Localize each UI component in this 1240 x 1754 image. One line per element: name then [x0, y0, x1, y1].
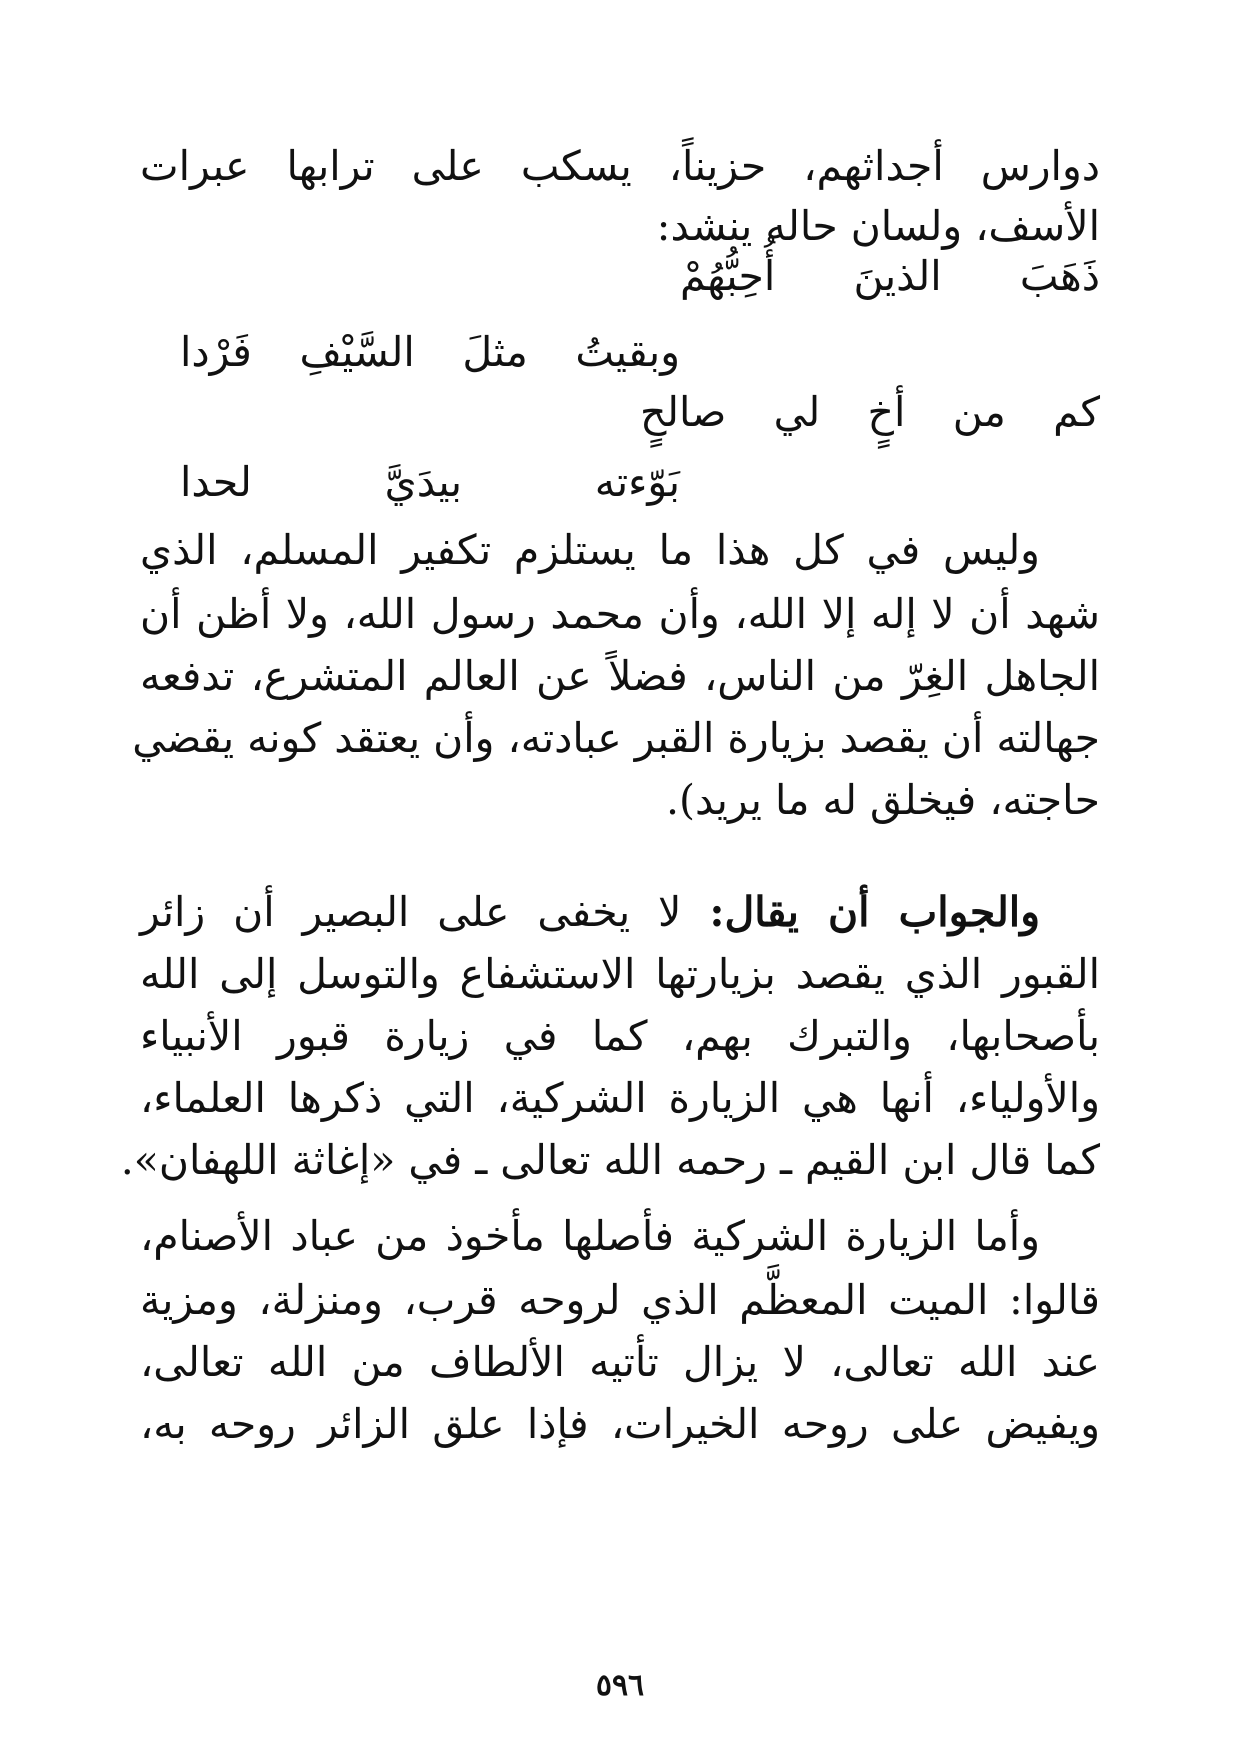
text-line: الأسف، ولسان حاله ينشد:: [656, 202, 1100, 250]
text-line: وأما الزيارة الشركية فأصلها مأخوذ من عباد الأصنام،: [140, 1212, 1040, 1260]
text-line: عند الله تعالى، لا يزال تأتيه الألطاف من الله تعالى،: [140, 1338, 1100, 1386]
text-line: ويفيض على روحه الخيرات، فإذا علق الزائر روحه به،: [140, 1400, 1100, 1448]
text-line: قالوا: الميت المعظَّم الذي لروحه قرب، ومنزلة، ومزية: [140, 1276, 1100, 1324]
poem-hemistich: ذَهَبَ الذينَ أُحِبُّهُمْ: [680, 252, 1100, 300]
text-line: شهد أن لا إله إلا الله، وأن محمد رسول الله، ولا أظن أن: [140, 590, 1100, 638]
answer-line-rest: لا يخفى على البصير أن زائر: [140, 888, 682, 936]
poem-hemistich: بَوّءته بيدَيَّ لحدا: [180, 458, 680, 506]
text-line: الجاهل الغِرّ من الناس، فضلاً عن العالم المتشرع، تدفعه: [140, 652, 1100, 700]
text-line: دوارس أجداثهم، حزيناً، يسكب على ترابها عبرات: [140, 142, 1100, 190]
text-line: القبور الذي يقصد بزيارتها الاستشفاع والتوسل إلى الله: [140, 950, 1100, 998]
text-line: وليس في كل هذا ما يستلزم تكفير المسلم، الذي: [140, 526, 1040, 574]
text-line: بأصحابها، والتبرك بهم، كما في زيارة قبور الأنبياء: [140, 1012, 1100, 1060]
text-line: كما قال ابن القيم ـ رحمه الله تعالى ـ في «إغاثة اللهفان».: [120, 1136, 1100, 1184]
page-number: ٥٩٦: [595, 1668, 645, 1703]
text-line: جهالته أن يقصد بزيارة القبر عبادته، وأن يعتقد كونه يقضي: [132, 714, 1100, 762]
text-line: حاجته، فيخلق له ما يريد).: [665, 776, 1100, 824]
text-line: [140, 888, 1100, 936]
poem-hemistich: وبقيتُ مثلَ السَّيْفِ فَرْدا: [180, 328, 680, 376]
text-line: والأولياء، أنها هي الزيارة الشركية، التي ذكرها العلماء،: [140, 1074, 1100, 1122]
answer-lead: والجواب أن يقال:: [709, 888, 1040, 936]
poem-hemistich: كم من أخٍ لي صالحٍ: [640, 388, 1100, 436]
